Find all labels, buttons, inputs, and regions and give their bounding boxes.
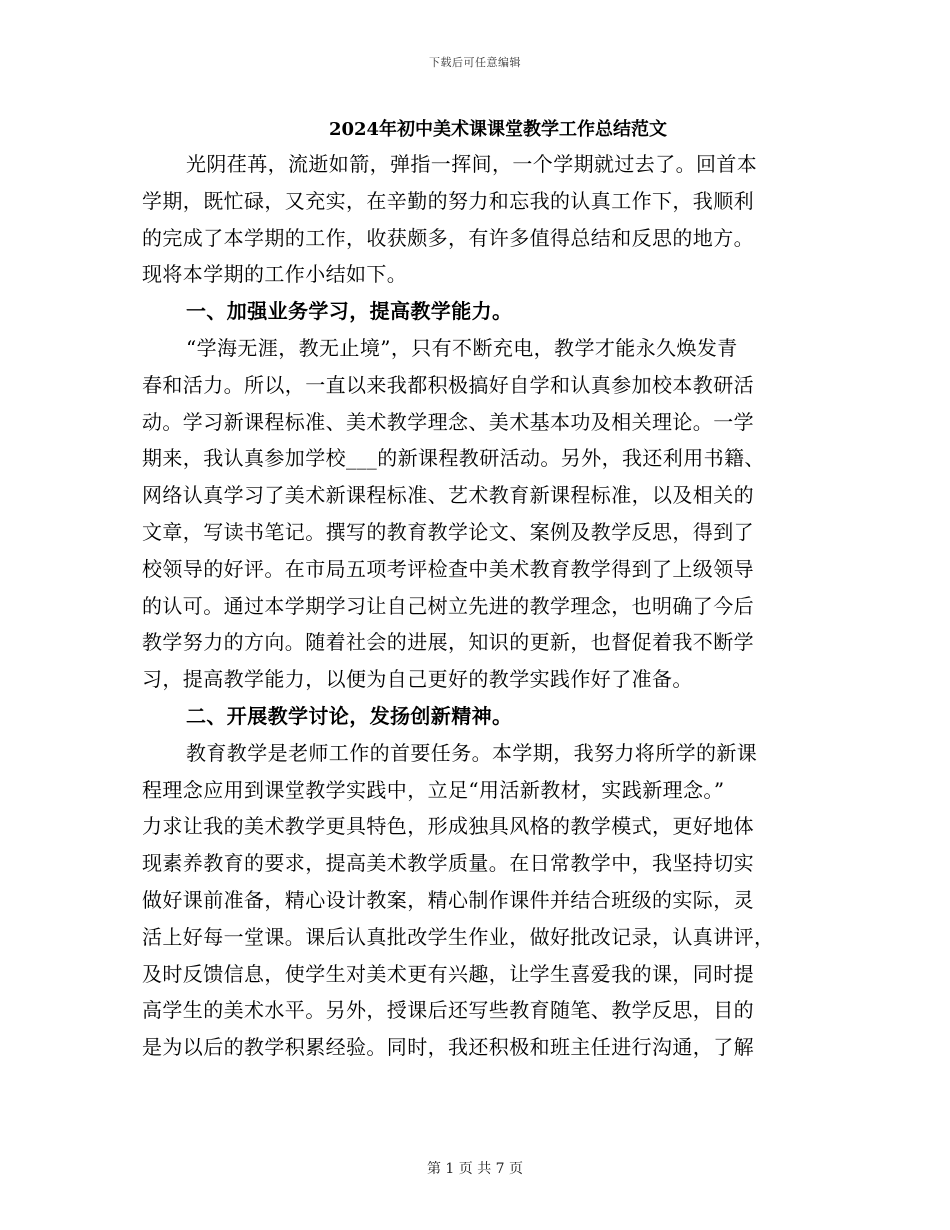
body-text-line: 教学努力的方向。随着社会的进展，知识的更新，也督促着我不断学 xyxy=(142,630,754,655)
page-number-footer: 第 1 页 共 7 页 xyxy=(426,1161,524,1177)
document-title: 2024年初中美术课课堂教学工作总结范文 xyxy=(328,119,668,140)
section-heading: 二、开展教学讨论，发扬创新精神。 xyxy=(186,703,513,728)
body-text-line: 及时反馈信息，使学生对美术更有兴趣，让学生喜爱我的课，同时提 xyxy=(142,961,754,986)
document-body xyxy=(142,146,808,1066)
body-text-line: 活上好每一堂课。课后认真批改学生作业，做好批改记录，认真讲评， xyxy=(142,924,775,949)
body-text-line: 期来，我认真参加学校___的新课程教研活动。另外，我还利用书籍、 xyxy=(142,446,765,471)
body-text-line: 的认可。通过本学期学习让自己树立先进的教学理念，也明确了今后 xyxy=(142,593,754,618)
section-heading: 一、加强业务学习，提高教学能力。 xyxy=(186,299,513,324)
body-text-line: 程理念应用到课堂教学实践中，立足“用活新教材，实践新理念。” xyxy=(142,777,725,802)
body-text-line: “学海无涯，教无止境”，只有不断充电，教学才能永久焕发青 xyxy=(186,335,738,360)
body-text-line: 校领导的好评。在市局五项考评检查中美术教育教学得到了上级领导 xyxy=(142,556,754,581)
body-text-line: 动。学习新课程标准、美术教学理念、美术基本功及相关理论。一学 xyxy=(142,409,754,434)
body-text-line: 学期，既忙碌，又充实，在辛勤的努力和忘我的认真工作下，我顺利 xyxy=(142,188,754,213)
body-text-line: 春和活力。所以，一直以来我都积极搞好自学和认真参加校本教研活 xyxy=(142,372,754,397)
body-text-line: 是为以后的教学积累经验。同时，我还积极和班主任进行沟通，了解 xyxy=(142,1035,754,1060)
body-text-line: 现素养教育的要求，提高美术教学质量。在日常教学中，我坚持切实 xyxy=(142,851,754,876)
body-text-line: 习，提高教学能力，以便为自己更好的教学实践作好了准备。 xyxy=(142,667,693,692)
page-header-note: 下载后可任意编辑 xyxy=(429,56,521,69)
body-text-line: 做好课前准备，精心设计教案，精心制作课件并结合班级的实际，灵 xyxy=(142,887,754,912)
body-text-line: 高学生的美术水平。另外，授课后还写些教育随笔、教学反思，目的 xyxy=(142,998,754,1023)
body-text-line: 力求让我的美术教学更具特色，形成独具风格的教学模式，更好地体 xyxy=(142,814,754,839)
body-text-line: 现将本学期的工作小结如下。 xyxy=(142,262,408,287)
body-text-line: 教育教学是老师工作的首要任务。本学期，我努力将所学的新课 xyxy=(186,740,758,765)
body-text-line: 的完成了本学期的工作，收获颇多，有许多值得总结和反思的地方。 xyxy=(142,225,754,250)
body-text-line: 文章，写读书笔记。撰写的教育教学论文、案例及教学反思，得到了 xyxy=(142,519,754,544)
body-text-line: 网络认真学习了美术新课程标准、艺术教育新课程标准，以及相关的 xyxy=(142,483,754,508)
body-text-line: 光阴荏苒，流逝如箭，弹指一挥间，一个学期就过去了。回首本 xyxy=(186,152,758,176)
